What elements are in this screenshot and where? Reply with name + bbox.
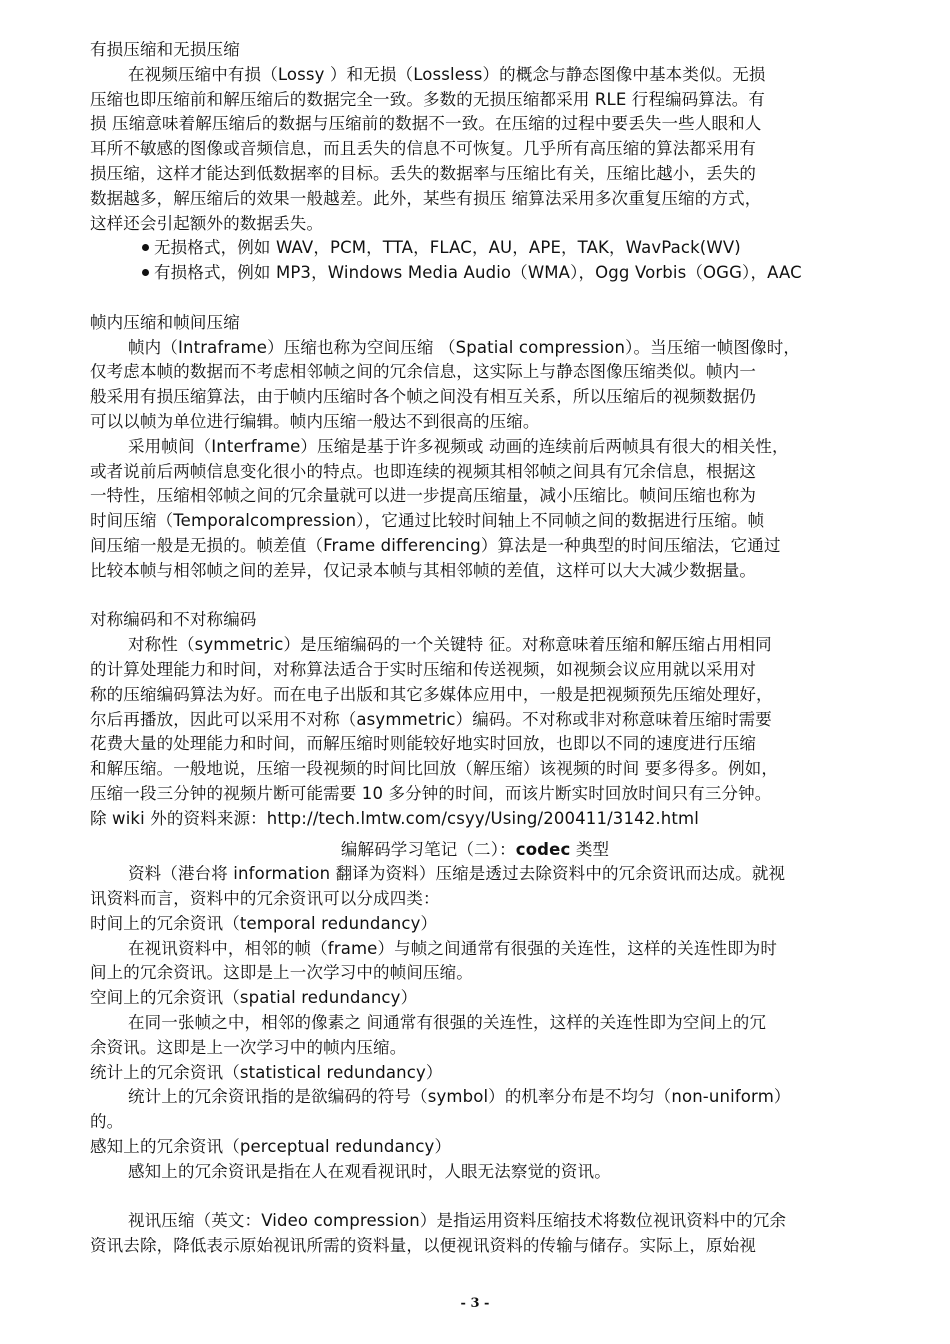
text-line: 感知上的冗余资讯是指在人在观看视讯时，人眼无法察觉的资讯。 bbox=[128, 1161, 611, 1181]
text-line: 般采用有损压缩算法，由于帧内压缩时各个帧之间没有相互关系，所以压缩后的视频数据仍 bbox=[90, 387, 756, 407]
text-line: 数据越多，解压缩后的效果一般越差。此外，某些有损压 缩算法采用多次重复压缩的方式， bbox=[90, 188, 762, 208]
text-line: 帧内（Intraframe）压缩也称为空间压缩 （Spatial compression）。当压缩一帧图像时， bbox=[128, 337, 801, 357]
item-heading-temporal: 时间上的冗余资讯（temporal redundancy） bbox=[90, 913, 438, 933]
section-heading-lossy: 有损压缩和无损压缩 bbox=[90, 40, 240, 59]
text-line: 损 压缩意味着解压缩后的数据与压缩前的数据不一致。在压缩的过程中要丢失一些人眼和人 bbox=[90, 114, 762, 134]
source-link-line: 除 wiki 外的资料来源：http://tech.lmtw.com/csyy/Using/200411/3142.html bbox=[90, 808, 699, 828]
item-heading-statistical: 统计上的冗余资讯（statistical redundancy） bbox=[90, 1062, 443, 1082]
title-bold: codec bbox=[515, 839, 571, 859]
title-prefix: 编解码学习笔记（二）： bbox=[340, 839, 516, 859]
paragraph-codec-intro bbox=[90, 862, 860, 912]
text-line: 采用帧间（Interframe）压缩是基于许多视频或 动画的连续前后两帧具有很大的相关性， bbox=[128, 436, 789, 456]
text-line: 和解压缩。一般地说，压缩一段视频的时间比回放（解压缩）该视频的时间 要多得多。例如， bbox=[90, 759, 779, 779]
paragraph-symmetric bbox=[90, 633, 860, 831]
text-line: 压缩也即压缩前和解压缩后的数据完全一致。多数的无损压缩都采用 RLE 行程编码算法。有 bbox=[90, 89, 766, 109]
text-line: 损压缩，这样才能达到低数据率的目标。丢失的数据率与压缩比有关，压缩比越小，丢失的 bbox=[90, 163, 756, 183]
text-line: 在同一张帧之中，相邻的像素之 间通常有很强的关连性，这样的关连性即为空间上的冗 bbox=[128, 1013, 767, 1033]
text-line: 的。 bbox=[90, 1112, 124, 1132]
item-heading-perceptual: 感知上的冗余资讯（perceptual redundancy） bbox=[90, 1137, 452, 1157]
paragraph-intra bbox=[90, 336, 860, 584]
text-line: 压缩一段三分钟的视频片断可能需要 10 多分钟的时间，而该片断实时回放时间只有三分钟。 bbox=[90, 783, 772, 803]
bullet-item-lossless-formats bbox=[90, 236, 860, 261]
text-line: 称的压缩编码算法为好。而在电子出版和其它多媒体应用中，一般是把视频预先压缩处理好， bbox=[90, 684, 773, 704]
title-suffix: 类型 bbox=[570, 839, 610, 859]
text-line: 可以以帧为单位进行编辑。帧内压缩一般达不到很高的压缩。 bbox=[90, 411, 540, 431]
text-line: 余资讯。这即是上一次学习中的帧内压缩。 bbox=[90, 1037, 407, 1057]
text-line: 对称性（symmetric）是压缩编码的一个关键特 征。对称意味着压缩和解压缩占用相同 bbox=[128, 635, 772, 655]
page-number: - 3 - bbox=[460, 1296, 490, 1311]
text-line: 一特性，压缩相邻帧之间的冗余量就可以进一步提高压缩量，减小压缩比。帧间压缩也称为 bbox=[90, 486, 756, 506]
text-line: 讯资料而言，资料中的冗余资讯可以分成四类： bbox=[90, 889, 440, 909]
text-line: 耳所不敏感的图像或音频信息，而且丢失的信息不可恢复。几乎所有高压缩的算法都采用有 bbox=[90, 139, 756, 159]
text-line: 视讯压缩（英文：Video compression）是指运用资料压缩技术将数位视讯资料中的冗余 bbox=[128, 1211, 787, 1231]
text-line: 时间压缩（Temporalcompression），它通过比较时间轴上不同帧之间的数据进行压缩。帧 bbox=[90, 511, 765, 531]
text-line: 资讯去除，降低表示原始视讯所需的资料量，以便视讯资料的传输与储存。实际上，原始视 bbox=[90, 1236, 756, 1256]
text-line: 比较本帧与相邻帧之间的差异，仅记录本帧与其相邻帧的差值，这样可以大大减少数据量。 bbox=[90, 560, 756, 580]
paragraph-video-compression bbox=[90, 1209, 860, 1259]
spacer bbox=[90, 584, 860, 609]
text-line: 或者说前后两帧信息变化很小的特点。也即连续的视频其相邻帧之间具有冗余信息，根据这 bbox=[90, 461, 756, 481]
text-line: 尔后再播放，因此可以采用不对称（asymmetric）编码。不对称或非对称意味着压缩时需要 bbox=[90, 709, 772, 729]
text-line: 统计上的冗余资讯指的是欲编码的符号（symbol）的机率分布是不均匀（non-uniform） bbox=[128, 1087, 791, 1107]
text-line: 这样还会引起额外的数据丢失。 bbox=[90, 213, 324, 233]
text-line: 仅考虑本帧的数据而不考虑相邻帧之间的冗余信息，这实际上与静态图像压缩类似。帧内一 bbox=[90, 362, 756, 382]
section-heading-intra: 帧内压缩和帧间压缩 bbox=[90, 312, 240, 332]
section-heading-symmetric: 对称编码和不对称编码 bbox=[90, 610, 257, 630]
bullet-item-lossy-formats bbox=[90, 261, 860, 286]
bullet-text: 无损格式，例如 WAV，PCM，TTA，FLAC，AU，APE，TAK，WavPack(WV) bbox=[154, 238, 741, 258]
text-line: 间上的冗余资讯。这即是上一次学习中的帧间压缩。 bbox=[90, 963, 473, 983]
text-line: 资料（港台将 information 翻译为资料）压缩是透过去除资料中的冗余资讯而达成。就视 bbox=[128, 864, 786, 884]
spacer bbox=[90, 286, 860, 311]
text-line: 的计算处理能力和时间，对称算法适合于实时压缩和传送视频，如视频会议应用就以采用对 bbox=[90, 659, 756, 679]
bullet-text: 有损格式，例如 MP3，Windows Media Audio（WMA），Ogg Vorbis（OGG），AAC bbox=[154, 263, 802, 283]
text-line: 在视讯资料中，相邻的帧（frame）与帧之间通常有很强的关连性，这样的关连性即为时 bbox=[128, 938, 778, 958]
spacer bbox=[90, 1185, 860, 1210]
text-line: 花费大量的处理能力和时间，而解压缩时则能较好地实时回放，也即以不同的速度进行压缩 bbox=[90, 734, 756, 754]
text-line: 间压缩一般是无损的。帧差值（Frame differencing）算法是一种典型的时间压缩法，它通过 bbox=[90, 535, 781, 555]
page-title-codec-types bbox=[90, 838, 860, 863]
document-page bbox=[90, 38, 860, 1259]
item-heading-spatial: 空间上的冗余资讯（spatial redundancy） bbox=[90, 988, 418, 1008]
text-line: 在视频压缩中有损（Lossy ）和无损（Lossless）的概念与静态图像中基本类似。无损 bbox=[128, 64, 766, 84]
paragraph-lossy bbox=[90, 63, 860, 237]
